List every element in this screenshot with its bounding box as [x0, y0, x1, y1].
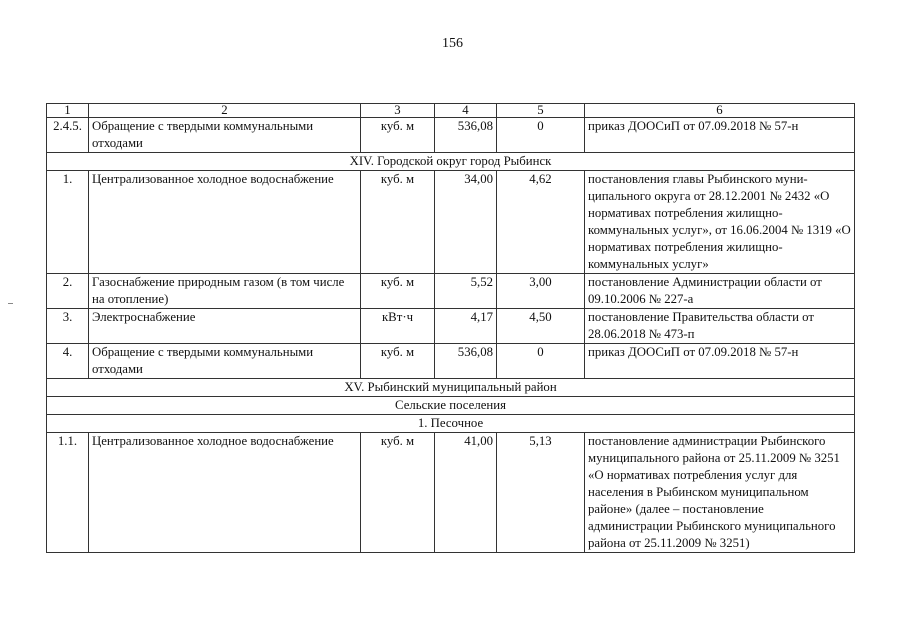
document-cell: постановление Правительства области от 28.06.2018 № 473-п [585, 309, 855, 344]
unit-cell: куб. м [361, 433, 435, 553]
page-number: 156 [442, 36, 463, 51]
service-name: Обращение с твердыми коммунальными отходами [89, 344, 361, 379]
column-header: 2 [89, 104, 361, 118]
table-row [47, 433, 855, 553]
value-cell: 0 [497, 344, 585, 379]
unit-cell: куб. м [361, 344, 435, 379]
column-header: 5 [497, 104, 585, 118]
section-heading: XV. Рыбинский муниципальный район [47, 379, 855, 397]
section-heading-row [47, 415, 855, 433]
value-cell: 34,00 [435, 171, 497, 274]
section-heading: XIV. Городской округ город Рыбинск [47, 153, 855, 171]
row-number: 2.4.5. [47, 118, 89, 153]
column-header: 6 [585, 104, 855, 118]
table-row [47, 171, 855, 274]
value-cell: 536,08 [435, 118, 497, 153]
service-name: Обращение с твердыми коммунальными отходами [89, 118, 361, 153]
value-cell: 41,00 [435, 433, 497, 553]
service-name: Централизованное холодное водоснабжение [89, 433, 361, 553]
header-row [47, 104, 855, 118]
margin-mark [8, 303, 13, 304]
service-name: Электроснабжение [89, 309, 361, 344]
unit-cell: куб. м [361, 171, 435, 274]
row-number: 2. [47, 274, 89, 309]
value-cell: 5,52 [435, 274, 497, 309]
unit-cell: кВт·ч [361, 309, 435, 344]
value-cell: 536,08 [435, 344, 497, 379]
table-row [47, 344, 855, 379]
document-cell: приказ ДООСиП от 07.09.2018 № 57-н [585, 344, 855, 379]
column-header: 4 [435, 104, 497, 118]
section-heading-row [47, 397, 855, 415]
section-heading: Сельские поселения [47, 397, 855, 415]
service-name: Централизованное холодное водоснабжение [89, 171, 361, 274]
table-row [47, 118, 855, 153]
document-cell: постановление Администрации области от 09.10.2006 № 227-а [585, 274, 855, 309]
row-number: 1.1. [47, 433, 89, 553]
column-header: 3 [361, 104, 435, 118]
section-heading-row [47, 379, 855, 397]
value-cell: 3,00 [497, 274, 585, 309]
value-cell: 4,62 [497, 171, 585, 274]
row-number: 1. [47, 171, 89, 274]
section-heading-row [47, 153, 855, 171]
table-row [47, 309, 855, 344]
row-number: 3. [47, 309, 89, 344]
section-heading: 1. Песочное [47, 415, 855, 433]
value-cell: 4,50 [497, 309, 585, 344]
table-row [47, 274, 855, 309]
document-cell: приказ ДООСиП от 07.09.2018 № 57-н [585, 118, 855, 153]
service-name: Газоснабжение природным газом (в том числе на отопление) [89, 274, 361, 309]
unit-cell: куб. м [361, 118, 435, 153]
value-cell: 5,13 [497, 433, 585, 553]
document-cell: постановление администрации Рыбинского муниципального района от 25.11.2009 № 3251 «О нормативах потребления услуг для населения в Рыбинском муниципальном районе» (далее – постановление администрации Рыбинского муниципального района от 25.11.2009 № 3251) [585, 433, 855, 553]
row-number: 4. [47, 344, 89, 379]
value-cell: 4,17 [435, 309, 497, 344]
value-cell: 0 [497, 118, 585, 153]
column-header: 1 [47, 104, 89, 118]
document-cell: постановления главы Рыбинского муни-ципального округа от 28.12.2001 № 2432 «О нормативах потребления жилищно-коммунальных услуг», от 16.06.2004 № 1319 «О нормативах потребления жилищно-коммунальных услуг» [585, 171, 855, 274]
unit-cell: куб. м [361, 274, 435, 309]
norms-table [46, 103, 855, 553]
